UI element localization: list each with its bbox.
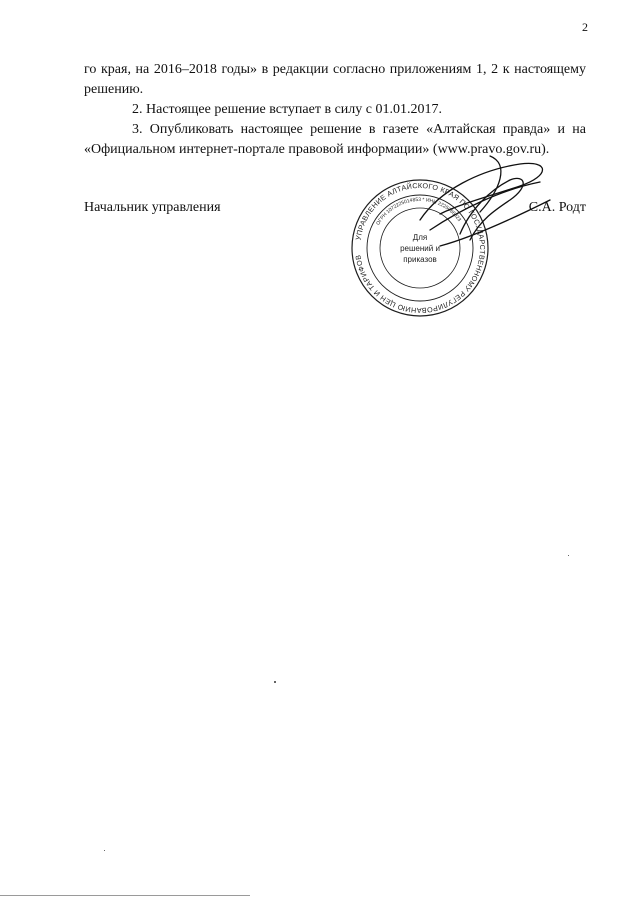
stamp-center-line-1: Для — [412, 233, 428, 242]
scan-edge-line — [0, 895, 250, 896]
handwritten-signature — [400, 150, 560, 260]
page-number: 2 — [582, 20, 588, 34]
stamp-outer-text: УПРАВЛЕНИЕ АЛТАЙСКОГО КРАЯ ПО ГОСУДАРСТВЕННОМУ РЕГУЛИРОВАНИЮ ЦЕН И ТАРИФОВ — [353, 180, 488, 316]
body-paragraph-effective-date: 2. Настоящее решение вступает в силу с 01.01.2017. — [132, 102, 442, 117]
stamp-center-line-2: решений и — [400, 244, 440, 253]
signer-title: Начальник управления — [84, 200, 221, 215]
signer-name: С.А. Родт — [528, 200, 586, 215]
scan-speck — [568, 555, 569, 556]
body-paragraph-continuation: го края, на 2016–2018 годы» в редакции согласно приложениям 1, 2 к настоящему решению. — [84, 62, 586, 97]
body-paragraph-publication: 3. Опубликовать настоящее решение в газете «Алтайская правда» и на «Официальном интернет-портале правовой информации» (www.pravo.gov.ru). — [84, 122, 586, 157]
scan-speck — [104, 850, 105, 851]
stamp-center-line-3: приказов — [403, 255, 437, 264]
stamp-inner-text: ОГРН 1072225014853 * ИНН 2225086823 — [375, 196, 463, 227]
document-body — [84, 60, 586, 160]
scan-speck — [274, 681, 276, 683]
